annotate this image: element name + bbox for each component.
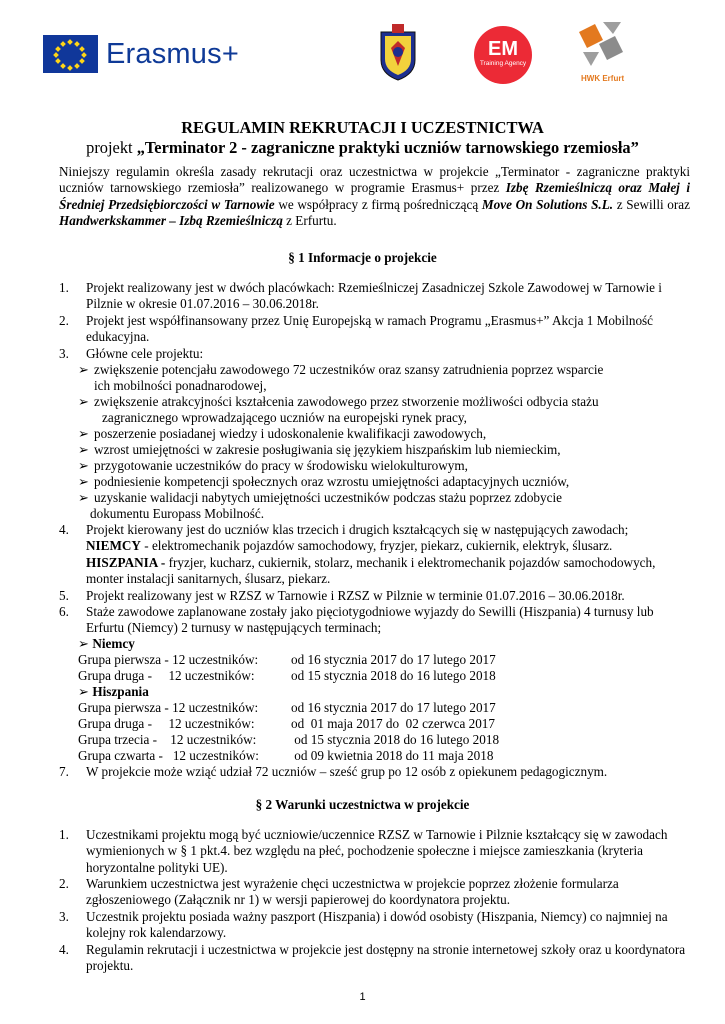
intro-org-hwk: Handwerkskammer – Izbą Rzemieślniczą bbox=[59, 213, 283, 229]
germany-schedule-label: Niemcy bbox=[92, 636, 135, 651]
s2-item-line: Uczestnik projektu posiada ważny paszport (Hiszpania) i dowód osobisty (Hiszpania, Niemcy) co najmniej na bbox=[86, 909, 668, 924]
s1-item-2-number: 2. bbox=[59, 313, 69, 328]
s2-item-line: projektu. bbox=[86, 958, 134, 974]
hwk-erfurt-logo bbox=[573, 22, 629, 84]
goal-text: zwiększenie atrakcyjności kształcenia zawodowego przez stworzenie możliwości odbycia stażu bbox=[94, 394, 599, 409]
goal-text: wzrost umiejętności w zakresie posługiwania się językiem hiszpańskim lub niemieckim, bbox=[94, 442, 561, 457]
em-training-agency-logo bbox=[474, 26, 532, 84]
s2-item-number: 2. bbox=[59, 876, 69, 891]
arrow-bullet-icon: ➢ bbox=[78, 442, 90, 457]
germany-trades: - elektromechanik pojazdów samochodowy, fryzjer, piekarz, cukiernik, elektryk, ślusarz. bbox=[140, 538, 613, 554]
s2-item-line: kolejny rok kalendarzowy. bbox=[86, 925, 227, 941]
goal-text: dokumentu Europass Mobilność. bbox=[90, 506, 264, 521]
s2-item-line: wymienionych w § 1 pkt.4. bez względu na płeć, pochodzenie społeczne i miejsce zamieszkania (kryteria bbox=[86, 843, 643, 859]
s1-item-4-germany bbox=[86, 538, 690, 554]
s2-item-text bbox=[86, 827, 690, 876]
s1-item-3-text: Główne cele projektu: bbox=[86, 346, 204, 361]
goal-text: przygotowanie uczestników do pracy w środowisku wielokulturowym, bbox=[94, 458, 468, 473]
schedule-group: Grupa druga - 12 uczestników: bbox=[78, 716, 255, 731]
section2-heading: § 2 Warunki uczestnictwa w projekcie bbox=[255, 797, 470, 812]
eu-flag-icon bbox=[43, 35, 98, 73]
intro-text-3: z Sewilli oraz bbox=[613, 196, 690, 212]
s2-item-number: 1. bbox=[59, 827, 69, 842]
spain-trades: fryzjer, kucharz, cukiernik, stolarz, mechanik i elektromechanik pojazdów samochodowych, bbox=[165, 554, 656, 570]
schedule-dates: od 01 maja 2017 do 02 czerwca 2017 bbox=[291, 716, 495, 731]
germany-label: NIEMCY bbox=[86, 538, 141, 554]
goal-text: podniesienie kompetencji społecznych oraz wzrostu umiejętności adaptacyjnych uczniów, bbox=[94, 474, 570, 489]
s2-item-text bbox=[86, 876, 690, 909]
intro-org-izba: Izbę Rzemieślniczą oraz Małej i Średniej Przedsiębiorczości w Tarnowie bbox=[59, 180, 691, 212]
schedule-dates: od 09 kwietnia 2018 do 11 maja 2018 bbox=[291, 748, 494, 763]
intro-paragraph bbox=[59, 164, 690, 230]
arrow-bullet-icon: ➢ bbox=[78, 362, 90, 377]
goal-text: poszerzenie posiadanej wiedzy i udoskonalenie kwalifikacji zawodowych, bbox=[94, 426, 487, 441]
s1-item-1-line-2: Pilznie w okresie 01.07.2016 – 30.06.2018r. bbox=[86, 296, 319, 312]
s1-item-1-text bbox=[86, 280, 692, 313]
goal-text: zagranicznego wprowadzającego uczniów na europejski rynek pracy, bbox=[102, 410, 467, 425]
project-title-name: „Terminator 2 - zagraniczne praktyki uczniów tarnowskiego rzemiosła” bbox=[136, 138, 639, 157]
schedule-dates: od 16 stycznia 2017 do 17 lutego 2017 bbox=[291, 652, 496, 667]
arrow-bullet-icon: ➢ bbox=[78, 474, 90, 489]
s1-item-3-number: 3. bbox=[59, 346, 69, 361]
goal-text: zwiększenie potencjału zawodowego 72 uczestników oraz szansy zatrudnienia poprzez wsparcie bbox=[94, 362, 604, 377]
arrow-bullet-icon: ➢ bbox=[78, 426, 90, 441]
arrow-bullet-icon: ➢ bbox=[78, 458, 90, 473]
spain-label: HISZPANIA - bbox=[86, 554, 166, 570]
spain-trades-continued: monter instalacji sanitarnych, ślusarz, piekarz. bbox=[86, 571, 331, 587]
schedule-group: Grupa trzecia - 12 uczestników: bbox=[78, 732, 257, 747]
s1-item-5-text: Projekt realizowany jest w RZSZ w Tarnowie i RZSZ w Pilznie w terminie 01.07.2016 – 30.06.2018r. bbox=[86, 588, 625, 603]
schedule-group: Grupa czwarta - 12 uczestników: bbox=[78, 748, 259, 763]
section1-heading: § 1 Informacje o projekcie bbox=[288, 250, 437, 265]
spain-schedule-label: Hiszpania bbox=[92, 684, 149, 699]
schedule-group: Grupa pierwsza - 12 uczestników: bbox=[78, 700, 259, 715]
s1-item-5-number: 5. bbox=[59, 588, 69, 603]
s1-item-2-line-2: edukacyjna. bbox=[86, 329, 150, 345]
intro-text-1: Niniejszy regulamin określa zasady rekrutacji oraz uczestnictwa w projekcie „Terminator - zagraniczne praktyki uczniów tarnowskiego rzemiosła” realizowanego w programie Erasmus+ przez bbox=[59, 164, 690, 196]
schedule-dates: od 15 stycznia 2018 do 16 lutego 2018 bbox=[291, 732, 500, 747]
s2-item-text bbox=[86, 909, 690, 942]
spain-schedule-heading bbox=[78, 684, 149, 700]
s1-item-4-spain bbox=[86, 555, 690, 571]
hwk-emblem-icon bbox=[573, 22, 629, 72]
erasmus-wordmark: Erasmus+ bbox=[106, 37, 239, 70]
s1-item-6-line-1: Staże zawodowe zaplanowane zostały jako pięciotygodniowe wyjazdy do Sewilli (Hiszpania) 4 turnusy lub bbox=[86, 604, 654, 619]
goal-text: ich mobilności ponadnarodowej, bbox=[94, 378, 267, 393]
s2-item-line: zgłoszeniowego (Załącznik nr 1) w wersji papierowej do koordynatora projektu. bbox=[86, 892, 511, 908]
s1-item-7-number: 7. bbox=[59, 764, 69, 779]
s1-item-2-text bbox=[86, 313, 690, 346]
arrow-bullet-icon: ➢ bbox=[78, 636, 93, 651]
schedule-dates: od 16 stycznia 2017 do 17 lutego 2017 bbox=[291, 700, 496, 715]
s2-item-line: Uczestnikami projektu mogą być uczniowie/uczennice RZSZ w Tarnowie i Pilznie kształcący się w zawodach bbox=[86, 827, 668, 842]
page-number: 1 bbox=[359, 991, 366, 1003]
intro-text-4: z Erfurtu. bbox=[282, 213, 337, 229]
goal-text: uzyskanie walidacji nabytych umiejętności uczestników podczas stażu poprzez zdobycie bbox=[94, 490, 562, 505]
craft-chamber-crest-icon bbox=[378, 22, 418, 82]
intro-text-2: we współpracy z firmą pośredniczącą bbox=[274, 196, 482, 212]
intro-org-moveon: Move On Solutions S.L. bbox=[481, 196, 614, 212]
document-title: REGULAMIN REKRUTACJI I UCZESTNICTWA bbox=[181, 118, 544, 137]
schedule-group: Grupa pierwsza - 12 uczestników: bbox=[78, 652, 259, 667]
s2-item-number: 4. bbox=[59, 942, 69, 957]
arrow-bullet-icon: ➢ bbox=[78, 490, 90, 505]
hwk-label: HWK Erfurt bbox=[581, 74, 625, 83]
erasmus-logo bbox=[43, 34, 239, 74]
s1-item-2-line-1: Projekt jest współfinansowany przez Unię Europejską w ramach Programu „Erasmus+” Akcja 1 Mobilność bbox=[86, 313, 654, 328]
s1-item-1-number: 1. bbox=[59, 280, 69, 295]
arrow-bullet-icon: ➢ bbox=[78, 394, 90, 409]
s1-item-1-line-1: Projekt realizowany jest w dwóch placówkach: Rzemieślniczej Zasadniczej Szkole Zawodowej w Tarnowie i bbox=[86, 280, 662, 295]
schedule-group: Grupa druga - 12 uczestników: bbox=[78, 668, 255, 683]
project-title-prefix: projekt bbox=[86, 138, 137, 157]
s2-item-line: horyzontalne polityki UE). bbox=[86, 859, 228, 875]
s2-item-text bbox=[86, 942, 690, 975]
s1-item-4-number: 4. bbox=[59, 522, 69, 537]
s2-item-number: 3. bbox=[59, 909, 69, 924]
s1-item-7-text: W projekcie może wziąć udział 72 uczniów – sześć grup po 12 osób z opiekunem pedagogicznym. bbox=[86, 764, 608, 779]
s1-item-6-number: 6. bbox=[59, 604, 69, 619]
s1-item-6-text bbox=[86, 604, 690, 637]
s2-item-line: Warunkiem uczestnictwa jest wyrażenie chęci uczestnictwa w projekcie poprzez złożenie formularza bbox=[86, 876, 619, 891]
s1-item-4-text bbox=[86, 522, 690, 588]
arrow-bullet-icon: ➢ bbox=[78, 684, 93, 699]
s1-item-4-line-1: Projekt kierowany jest do uczniów klas trzecich i drugich kształcących się w następujących zawodach; bbox=[86, 522, 629, 537]
s1-item-6-line-2: Erfurtu (Niemcy) 2 turnusy w następujących terminach; bbox=[86, 620, 382, 636]
project-title bbox=[0, 138, 725, 158]
em-logo-mark: EM bbox=[488, 38, 518, 60]
schedule-dates: od 15 stycznia 2018 do 16 lutego 2018 bbox=[291, 668, 496, 683]
em-logo-caption: Training Agency bbox=[479, 60, 527, 67]
s2-item-line: Regulamin rekrutacji i uczestnictwa w projekcie jest dostępny na stronie internetowej szkoły oraz u koordynatora bbox=[86, 942, 686, 957]
germany-schedule-heading bbox=[78, 636, 135, 652]
